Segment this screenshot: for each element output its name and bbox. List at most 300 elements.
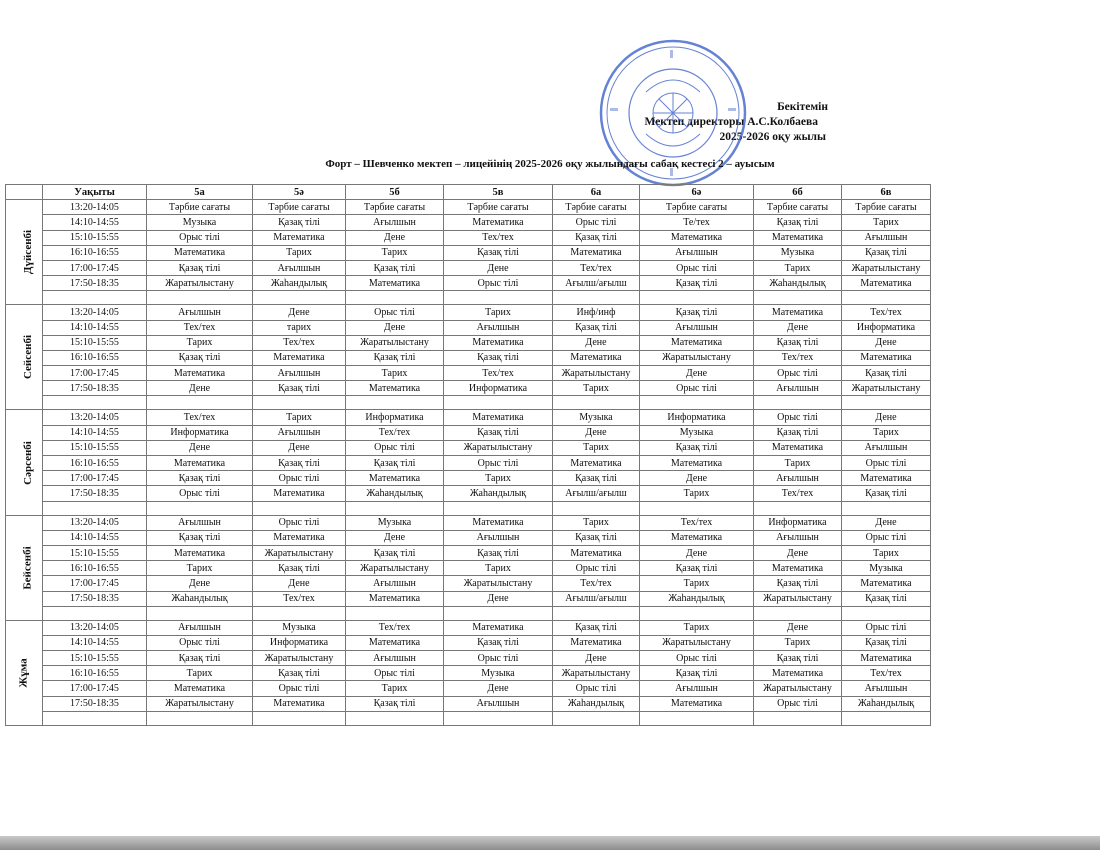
lesson-cell: Дене <box>147 576 253 591</box>
day-label-text: Бейсенбі <box>21 545 34 590</box>
lesson-cell: Ағылшын <box>842 440 931 455</box>
day-label-text: Дүйсенбі <box>22 230 35 275</box>
day-label-text: Жұма <box>17 658 30 688</box>
table-row <box>6 366 931 381</box>
header-cell: 5ә <box>253 185 346 200</box>
empty-cell <box>147 606 253 620</box>
lesson-cell: Тех/тех <box>754 350 842 365</box>
lesson-cell: Жаратылыстану <box>640 350 754 365</box>
lesson-cell: Тәрбие сағаты <box>253 200 346 215</box>
lesson-cell: Ағылшын <box>346 576 444 591</box>
lesson-cell: Қазақ тілі <box>444 425 553 440</box>
lesson-cell: Информатика <box>253 635 346 650</box>
lesson-cell: Қазақ тілі <box>842 591 931 606</box>
empty-cell <box>640 396 754 410</box>
empty-cell <box>253 711 346 725</box>
empty-cell <box>444 291 553 305</box>
lesson-cell: Тарих <box>346 245 444 260</box>
empty-cell <box>444 396 553 410</box>
lesson-cell: тарих <box>253 320 346 335</box>
lesson-cell: Тарих <box>253 410 346 425</box>
lesson-cell: Тәрбие сағаты <box>444 200 553 215</box>
lesson-cell: Жаһандылық <box>842 696 931 711</box>
empty-cell <box>346 396 444 410</box>
table-row <box>6 381 931 396</box>
lesson-cell: Тех/тех <box>640 515 754 530</box>
lesson-cell: Орыс тілі <box>754 366 842 381</box>
day-label <box>6 200 43 305</box>
lesson-cell: Математика <box>147 456 253 471</box>
lesson-cell: Тарих <box>640 576 754 591</box>
day-label <box>6 410 43 515</box>
lesson-cell: Дене <box>842 335 931 350</box>
lesson-cell: Қазақ тілі <box>253 666 346 681</box>
lesson-cell: Ағылш/ағылш <box>553 276 640 291</box>
lesson-cell: Дене <box>754 545 842 560</box>
lesson-cell: Ағылшын <box>842 681 931 696</box>
lesson-cell: Математика <box>444 215 553 230</box>
time-cell: 17:50-18:35 <box>43 486 147 501</box>
time-cell: 14:10-14:55 <box>43 320 147 335</box>
lesson-cell: Тәрбие сағаты <box>842 200 931 215</box>
lesson-cell: Қазақ тілі <box>842 486 931 501</box>
lesson-cell: Ағылшын <box>640 320 754 335</box>
lesson-cell: Жаһандылық <box>147 591 253 606</box>
table-row <box>6 486 931 501</box>
lesson-cell: Математика <box>444 620 553 635</box>
empty-cell <box>147 711 253 725</box>
lesson-cell: Жаратылыстану <box>253 651 346 666</box>
lesson-cell: Жаһандылық <box>444 486 553 501</box>
table-row <box>6 305 931 320</box>
header-cell: 5а <box>147 185 253 200</box>
empty-cell <box>640 606 754 620</box>
table-row <box>6 350 931 365</box>
lesson-cell: Орыс тілі <box>754 696 842 711</box>
lesson-cell: Қазақ тілі <box>754 335 842 350</box>
header-cell: 5б <box>346 185 444 200</box>
lesson-cell: Қазақ тілі <box>640 561 754 576</box>
lesson-cell: Орыс тілі <box>253 681 346 696</box>
lesson-cell: Математика <box>346 635 444 650</box>
lesson-cell: Жаратылыстану <box>444 576 553 591</box>
lesson-cell: Математика <box>754 305 842 320</box>
lesson-cell: Тәрбие сағаты <box>553 200 640 215</box>
lesson-cell: Музыка <box>253 620 346 635</box>
empty-cell <box>553 396 640 410</box>
lesson-cell: Ағылшын <box>346 651 444 666</box>
lesson-cell: Дене <box>754 620 842 635</box>
lesson-cell: Ағылшын <box>842 230 931 245</box>
empty-cell <box>640 711 754 725</box>
table-row <box>6 456 931 471</box>
lesson-cell: Тарих <box>640 486 754 501</box>
lesson-cell: Математика <box>346 591 444 606</box>
lesson-cell: Математика <box>253 230 346 245</box>
lesson-cell: Тех/тех <box>253 591 346 606</box>
lesson-cell: Математика <box>346 381 444 396</box>
lesson-cell: Математика <box>754 666 842 681</box>
empty-cell <box>43 501 147 515</box>
lesson-cell: Математика <box>754 230 842 245</box>
lesson-cell: Математика <box>640 696 754 711</box>
lesson-cell: Орыс тілі <box>253 471 346 486</box>
time-cell: 15:10-15:55 <box>43 545 147 560</box>
lesson-cell: Информатика <box>147 425 253 440</box>
lesson-cell: Ағылшын <box>444 696 553 711</box>
lesson-cell: Музыка <box>640 425 754 440</box>
spacer-row <box>6 501 931 515</box>
table-row <box>6 530 931 545</box>
lesson-cell: Ағылшын <box>253 366 346 381</box>
table-row <box>6 545 931 560</box>
lesson-cell: Тех/тех <box>754 486 842 501</box>
lesson-cell: Орыс тілі <box>842 456 931 471</box>
lesson-cell: Жаратылыстану <box>640 635 754 650</box>
lesson-cell: Орыс тілі <box>444 456 553 471</box>
lesson-cell: Тарих <box>842 425 931 440</box>
lesson-cell: Музыка <box>346 515 444 530</box>
lesson-cell: Қазақ тілі <box>444 545 553 560</box>
lesson-cell: Қазақ тілі <box>640 305 754 320</box>
lesson-cell: Тарих <box>147 335 253 350</box>
lesson-cell: Орыс тілі <box>842 620 931 635</box>
lesson-cell: Музыка <box>147 215 253 230</box>
lesson-cell: Информатика <box>346 410 444 425</box>
table-row <box>6 260 931 275</box>
lesson-cell: Жаһандылық <box>640 591 754 606</box>
lesson-cell: Қазақ тілі <box>253 561 346 576</box>
lesson-cell: Математика <box>444 335 553 350</box>
lesson-cell: Математика <box>842 350 931 365</box>
empty-cell <box>346 606 444 620</box>
empty-cell <box>253 606 346 620</box>
empty-cell <box>754 291 842 305</box>
lesson-cell: Қазақ тілі <box>640 666 754 681</box>
header-day <box>6 185 43 200</box>
lesson-cell: Орыс тілі <box>147 486 253 501</box>
empty-cell <box>553 606 640 620</box>
table-row <box>6 666 931 681</box>
empty-cell <box>553 711 640 725</box>
lesson-cell: Ағылшын <box>754 381 842 396</box>
lesson-cell: Тарих <box>553 515 640 530</box>
lesson-cell: Қазақ тілі <box>640 276 754 291</box>
lesson-cell: Қазақ тілі <box>253 381 346 396</box>
lesson-cell: Ағылшын <box>754 471 842 486</box>
time-cell: 16:10-16:55 <box>43 350 147 365</box>
time-cell: 17:50-18:35 <box>43 696 147 711</box>
lesson-cell: Дене <box>553 335 640 350</box>
lesson-cell: Дене <box>444 260 553 275</box>
lesson-cell: Қазақ тілі <box>754 215 842 230</box>
table-row <box>6 425 931 440</box>
time-cell: 17:00-17:45 <box>43 681 147 696</box>
time-cell: 15:10-15:55 <box>43 335 147 350</box>
lesson-cell: Математика <box>842 651 931 666</box>
time-cell: 14:10-14:55 <box>43 425 147 440</box>
lesson-cell: Жаратылыстану <box>147 276 253 291</box>
lesson-cell: Тарих <box>253 245 346 260</box>
empty-cell <box>444 711 553 725</box>
lesson-cell: Дене <box>253 440 346 455</box>
empty-cell <box>253 291 346 305</box>
lesson-cell: Жаратылыстану <box>346 561 444 576</box>
lesson-cell: Жаратылыстану <box>346 335 444 350</box>
lesson-cell: Орыс тілі <box>553 681 640 696</box>
time-cell: 17:50-18:35 <box>43 276 147 291</box>
lesson-cell: Математика <box>640 456 754 471</box>
lesson-cell: Орыс тілі <box>253 515 346 530</box>
lesson-cell: Математика <box>640 530 754 545</box>
lesson-cell: Тәрбие сағаты <box>346 200 444 215</box>
lesson-cell: Математика <box>754 561 842 576</box>
empty-cell <box>842 501 931 515</box>
empty-cell <box>43 711 147 725</box>
lesson-cell: Тәрбие сағаты <box>754 200 842 215</box>
lesson-cell: Тарих <box>346 681 444 696</box>
lesson-cell: Дене <box>553 425 640 440</box>
lesson-cell: Қазақ тілі <box>842 245 931 260</box>
empty-cell <box>346 711 444 725</box>
lesson-cell: Математика <box>253 696 346 711</box>
lesson-cell: Дене <box>640 471 754 486</box>
lesson-cell: Қазақ тілі <box>147 530 253 545</box>
lesson-cell: Жаратылыстану <box>754 681 842 696</box>
time-cell: 14:10-14:55 <box>43 635 147 650</box>
table-row <box>6 620 931 635</box>
lesson-cell: Математика <box>553 635 640 650</box>
day-label-text: Сәрсенбі <box>21 440 34 485</box>
empty-cell <box>253 501 346 515</box>
lesson-cell: Қазақ тілі <box>346 260 444 275</box>
lesson-cell: Қазақ тілі <box>253 215 346 230</box>
lesson-cell: Қазақ тілі <box>842 635 931 650</box>
header-row <box>6 185 931 200</box>
lesson-cell: Математика <box>553 456 640 471</box>
schedule-table <box>5 184 931 726</box>
lesson-cell: Музыка <box>553 410 640 425</box>
schedule-title: Форт – Шевченко мектеп – лицейінің 2025-2026 оқу жылындағы сабақ кестесі 2 – ауысым <box>325 158 775 170</box>
empty-cell <box>842 291 931 305</box>
lesson-cell: Тех/тех <box>553 576 640 591</box>
lesson-cell: Қазақ тілі <box>754 651 842 666</box>
time-cell: 17:00-17:45 <box>43 471 147 486</box>
lesson-cell: Музыка <box>842 561 931 576</box>
lesson-cell: Математика <box>253 530 346 545</box>
lesson-cell: Тех/тех <box>842 305 931 320</box>
table-row <box>6 635 931 650</box>
lesson-cell: Жаратылыстану <box>444 440 553 455</box>
empty-cell <box>754 501 842 515</box>
lesson-cell: Тәрбие сағаты <box>640 200 754 215</box>
time-cell: 13:20-14:05 <box>43 305 147 320</box>
empty-cell <box>253 396 346 410</box>
spacer-row <box>6 396 931 410</box>
lesson-cell: Дене <box>253 305 346 320</box>
lesson-cell: Математика <box>640 335 754 350</box>
lesson-cell: Математика <box>147 245 253 260</box>
lesson-cell: Математика <box>253 486 346 501</box>
lesson-cell: Қазақ тілі <box>346 545 444 560</box>
day-label <box>6 515 43 620</box>
time-cell: 16:10-16:55 <box>43 666 147 681</box>
lesson-cell: Орыс тілі <box>640 260 754 275</box>
lesson-cell: Тех/тех <box>346 425 444 440</box>
lesson-cell: Информатика <box>444 381 553 396</box>
empty-cell <box>43 396 147 410</box>
lesson-cell: Математика <box>444 515 553 530</box>
time-cell: 17:50-18:35 <box>43 591 147 606</box>
table-row <box>6 335 931 350</box>
lesson-cell: Инф/инф <box>553 305 640 320</box>
empty-cell <box>754 396 842 410</box>
time-cell: 16:10-16:55 <box>43 561 147 576</box>
lesson-cell: Тех/тех <box>147 320 253 335</box>
scan-edge <box>0 836 1100 850</box>
empty-cell <box>754 711 842 725</box>
lesson-cell: Дене <box>147 440 253 455</box>
lesson-cell: Тарих <box>754 456 842 471</box>
lesson-cell: Ағылшын <box>346 215 444 230</box>
lesson-cell: Жаһандылық <box>754 276 842 291</box>
table-row <box>6 576 931 591</box>
table-row <box>6 440 931 455</box>
lesson-cell: Қазақ тілі <box>346 696 444 711</box>
lesson-cell: Қазақ тілі <box>147 260 253 275</box>
time-cell: 15:10-15:55 <box>43 440 147 455</box>
lesson-cell: Дене <box>640 366 754 381</box>
lesson-cell: Математика <box>553 245 640 260</box>
time-cell: 15:10-15:55 <box>43 651 147 666</box>
lesson-cell: Қазақ тілі <box>147 651 253 666</box>
lesson-cell: Орыс тілі <box>640 381 754 396</box>
lesson-cell: Ағылш/ағылш <box>553 591 640 606</box>
time-cell: 13:20-14:05 <box>43 515 147 530</box>
lesson-cell: Жаратылыстану <box>553 666 640 681</box>
lesson-cell: Қазақ тілі <box>553 230 640 245</box>
lesson-cell: Жаратылыстану <box>842 381 931 396</box>
lesson-cell: Математика <box>842 576 931 591</box>
lesson-cell: Тех/тех <box>346 620 444 635</box>
lesson-cell: Математика <box>444 410 553 425</box>
lesson-cell: Ағылшын <box>147 515 253 530</box>
header-cell: Уақыты <box>43 185 147 200</box>
lesson-cell: Тех/тех <box>147 410 253 425</box>
lesson-cell: Ағылшын <box>754 530 842 545</box>
lesson-cell: Қазақ тілі <box>553 530 640 545</box>
lesson-cell: Тарих <box>842 545 931 560</box>
lesson-cell: Орыс тілі <box>147 230 253 245</box>
lesson-cell: Тарих <box>754 635 842 650</box>
lesson-cell: Орыс тілі <box>553 561 640 576</box>
time-cell: 14:10-14:55 <box>43 530 147 545</box>
time-cell: 17:00-17:45 <box>43 576 147 591</box>
lesson-cell: Математика <box>346 471 444 486</box>
time-cell: 13:20-14:05 <box>43 410 147 425</box>
approval-heading: Бекітемін <box>777 101 828 113</box>
empty-cell <box>147 501 253 515</box>
lesson-cell: Информатика <box>754 515 842 530</box>
empty-cell <box>842 606 931 620</box>
lesson-cell: Қазақ тілі <box>444 350 553 365</box>
lesson-cell: Қазақ тілі <box>640 440 754 455</box>
lesson-cell: Орыс тілі <box>346 666 444 681</box>
lesson-cell: Тарих <box>553 440 640 455</box>
lesson-cell: Ағылшын <box>444 530 553 545</box>
empty-cell <box>640 501 754 515</box>
table-row <box>6 245 931 260</box>
lesson-cell: Орыс тілі <box>754 410 842 425</box>
lesson-cell: Орыс тілі <box>346 440 444 455</box>
empty-cell <box>346 291 444 305</box>
lesson-cell: Ағылш/ағылш <box>553 486 640 501</box>
lesson-cell: Қазақ тілі <box>253 456 346 471</box>
lesson-cell: Тех/тех <box>842 666 931 681</box>
time-cell: 13:20-14:05 <box>43 200 147 215</box>
lesson-cell: Қазақ тілі <box>754 576 842 591</box>
table-row <box>6 471 931 486</box>
header-cell: 6ә <box>640 185 754 200</box>
time-cell: 13:20-14:05 <box>43 620 147 635</box>
lesson-cell: Дене <box>253 576 346 591</box>
lesson-cell: Қазақ тілі <box>147 471 253 486</box>
lesson-cell: Жаратылыстану <box>147 696 253 711</box>
lesson-cell: Тарих <box>640 620 754 635</box>
empty-cell <box>553 291 640 305</box>
lesson-cell: Дене <box>346 530 444 545</box>
lesson-cell: Жаратылыстану <box>553 366 640 381</box>
lesson-cell: Математика <box>147 366 253 381</box>
header-cell: 6б <box>754 185 842 200</box>
lesson-cell: Математика <box>346 276 444 291</box>
lesson-cell: Жаратылыстану <box>754 591 842 606</box>
lesson-cell: Қазақ тілі <box>147 350 253 365</box>
lesson-cell: Орыс тілі <box>444 651 553 666</box>
lesson-cell: Жаһандылық <box>346 486 444 501</box>
empty-cell <box>842 711 931 725</box>
lesson-cell: Қазақ тілі <box>444 245 553 260</box>
lesson-cell: Математика <box>147 681 253 696</box>
lesson-cell: Орыс тілі <box>346 305 444 320</box>
time-cell: 14:10-14:55 <box>43 215 147 230</box>
lesson-cell: Қазақ тілі <box>842 366 931 381</box>
empty-cell <box>346 501 444 515</box>
lesson-cell: Орыс тілі <box>640 651 754 666</box>
header-cell: 6а <box>553 185 640 200</box>
table-row <box>6 276 931 291</box>
empty-cell <box>147 291 253 305</box>
lesson-cell: Орыс тілі <box>842 530 931 545</box>
time-cell: 17:00-17:45 <box>43 366 147 381</box>
table-row <box>6 696 931 711</box>
day-label <box>6 305 43 410</box>
time-cell: 16:10-16:55 <box>43 456 147 471</box>
lesson-cell: Жаһандылық <box>253 276 346 291</box>
lesson-cell: Ағылшын <box>444 320 553 335</box>
lesson-cell: Дене <box>640 545 754 560</box>
lesson-cell: Тарих <box>754 260 842 275</box>
lesson-cell: Қазақ тілі <box>553 471 640 486</box>
lesson-cell: Жаһандылық <box>553 696 640 711</box>
lesson-cell: Тех/тех <box>444 230 553 245</box>
lesson-cell: Орыс тілі <box>553 215 640 230</box>
lesson-cell: Орыс тілі <box>147 635 253 650</box>
lesson-cell: Ағылшын <box>253 425 346 440</box>
table-row <box>6 410 931 425</box>
table-row <box>6 215 931 230</box>
lesson-cell: Музыка <box>754 245 842 260</box>
